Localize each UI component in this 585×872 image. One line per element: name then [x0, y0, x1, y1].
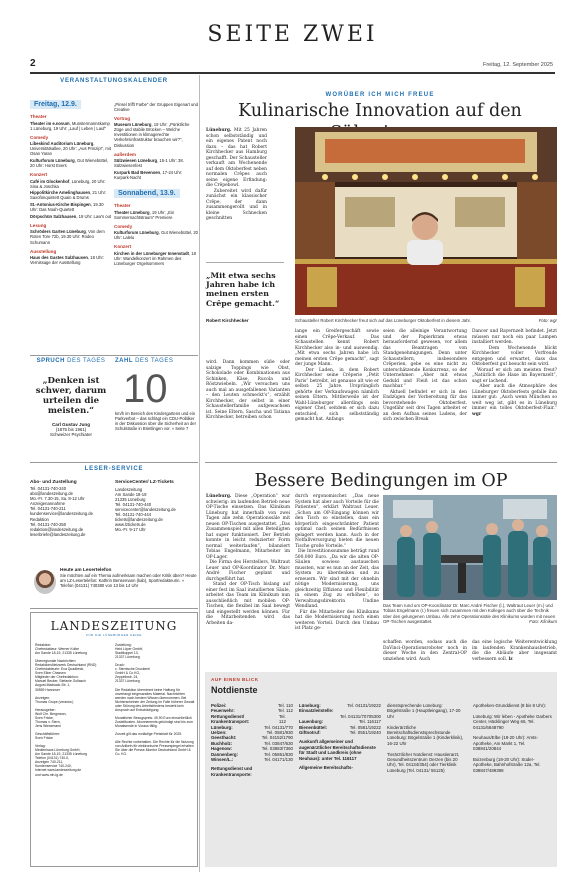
notdienst-title: Notdienste [211, 685, 258, 695]
notdienst-row: Buchholz: Tel. 03847/630 [211, 740, 293, 746]
sidebar-divider [199, 75, 200, 872]
story2-col-d: das eine logische Weiterentwicklung im laufenden Krankenhausbetrieb, die die Abläufe aber insgesamt verbessern soll. lz [472, 640, 557, 662]
story2-headline: Bessere Bedingungen im OP [254, 471, 508, 491]
notdienst-row: Giftnotruf: Tel. 0551/19240 [299, 730, 381, 736]
calendar-category: Theater [114, 203, 131, 209]
zahl-label: ZAHL [115, 358, 133, 364]
calendar-entry: Kurpark Bad Bevensen, 17-24 Uhr: Kurpark-Nacht [114, 169, 183, 180]
story1-quote-author: Robert Kirchhecker [206, 317, 249, 323]
notdienst-row: Tel. 04131/70705300 [339, 713, 381, 719]
leser-heading: LESER-SERVICE [84, 466, 144, 472]
page-number: 2 [30, 58, 36, 69]
crepe-stand-illustration [295, 127, 557, 315]
notdienst-row: Bienenbüttel: Tel. 0581/19222 [299, 724, 381, 730]
imprint-logo: LANDESZEITUNG [50, 619, 178, 633]
notdienst-kicker: AUF EINEN BLICK [211, 677, 259, 682]
spruch-author: Carl Gustav Jung [51, 422, 91, 427]
notdienst-row: Hagenow: Tel. 03883/7360 [211, 746, 293, 752]
story1-col-a: Lüneburg. Mit 25 Jahren schon selbstständig und ein eigenes Patent noch dazu – das hat Robert Kirchhecker aus Hamburg geschafft. Der Schausteller verkauft am Wochenende auf dem Oktoberfest neben normalen Crêpes auch seine eigene Erfindung: die Crêpebowl. Zubereitet wird dafür zunächst ein klassischer Crêpe, der dann zusammengerollt und in kleine Schnecken geschnitten [206, 128, 267, 221]
calendar-category: Vortrag [114, 115, 130, 121]
rule-leser [30, 462, 198, 463]
calendar-entry: Kirchen in der Lüneburger Innenstadt, 18 Uhr: Wandelkonzert im Rahmen des Lüneburger Orgelsommers [114, 250, 196, 267]
calendar-entry: Hippolitkirche Amelinghausen, 21 Uhr: Saxofonquintett Quain & Drums [30, 190, 107, 201]
notdienst-row: Lüneburg: Tel. 04131/19222 [299, 703, 381, 708]
calendar-entry: Sülzwiesen Lüneburg, 15-1 Uhr: 38. Sülzwiesenfest [114, 158, 184, 169]
story1-photo [295, 127, 557, 315]
story1-caption [295, 318, 557, 323]
story2-credit: Foto: Klinikum [529, 619, 557, 625]
rule-story2 [205, 462, 557, 463]
calendar-entry: „Pinsel trifft Farbe“ der Gruppen Eigenart und Creative [114, 101, 198, 112]
calendar-category: Comedy [30, 134, 49, 140]
rule-imprint [30, 608, 198, 609]
leser-left-text: Tel. 04131-740-240 abo@landeszeitung.de Mo.-Fr. 7.30-15, Sa. 8-12 Uhr Anzeigenannahme Tel. 04131-740-211 kundenservice@landeszeitung.de Redaktion Tel. 04131-740-250 redaktion@landeszeitung.de leserbriefe@landeszeitung.de [30, 486, 93, 537]
calendar-category: außerdem [114, 151, 136, 157]
story1-pull-quote: „Mit etwa sechs Jahren habe ich meinen ersten Crêpe gemacht.“ [206, 271, 280, 308]
notdienst-note: Allgemeine Bereitschafts- [299, 765, 353, 771]
leser-right-heading: ServiceCenter/ LZ-Tickets [115, 480, 174, 485]
lesertelefon-box [60, 568, 198, 588]
lesertelefon-avatar [34, 570, 56, 594]
story1-col-b: wird. Dann kommen süße oder salzige Toppings wie Obst, Schokolade oder Kombinationen aus Schinken, Käse, Rucola und Röstzwiebeln. „Wir versuchen uns auch mal an ausgefallenen Varianten – den Leuten schmeckt's“, erzählt Kirchhecker, der selbst in einer Schaustellerfamilie aufgewachsen ist. Seine Eltern, Sascha und Tatiana Kirchhecker, betreiben schon [206, 360, 290, 420]
leser-left [30, 480, 112, 537]
story1-credit: Foto: wgr [538, 318, 557, 323]
lesertelefon-heading: Heute am Lesertelefon [60, 568, 112, 573]
notdienst-col-4: Apotheken-Grunddienst (8 bis 8 Uhr): Lüneburg: Wir leben - Apotheke Garbers Center, Häcklinger Weg 66, Tel. 04131/6848790 Neuhaus/Elbe (18-20 Uhr): Amts-Apotheke, Am Markt 1, Tel. 038841/20844 Boizenburg (18-20 Uhr): Süder-Apotheke, Bahnhofstraße 12a, Tel. 038847/489398 [473, 703, 552, 773]
story1-col-e: Dancer und Bayernzelt befindet. Jetzt müssen nur noch ein paar Lampen installiert werden. Dem Wochenende blickt Kirchhecker voller Vorfreude entgegen und erwartet, dass das Oktoberfest gut besucht sein wird. Worauf er sich am meisten freut? „Natürlich die Haxe im Bayernzelt“, sagt er lachend. Aber auch die Atmosphäre des Lüneburger Oktoberfests gefalle ihm immer gut: „Auch wenn München so weit weg ist, gibt es in Lüneburg immer ein tolles Oktoberfest-Flair.“ wgr [472, 329, 557, 417]
imprint-box [30, 612, 198, 867]
notdienst-row: Geesthacht: Tel. 04152/1790 [211, 735, 293, 741]
calendar-category: Comedy [114, 223, 133, 229]
notdienst-note: Auskunft allgemeiner und augenärztlicher Bereitschaftsdienste für Stadt und Landkreis (ohne Neuhaus): unter Tel. 116117 [299, 739, 376, 761]
story1-caption-text: Schausteller Robert Kirchhecker freut sich auf das Lüneburger Oktoberfest in diesem Jahr. [295, 318, 471, 323]
zahl-number: 10 [123, 367, 168, 411]
story2-caption-text: Das Team rund um OP-Koordinator Dr. Marc André Fischer (l.), Waltraut Leuer (m.) und Tobias Engelmann (r.) freuen sich zusammen mit den Kollegen auch über die Technik über den gelungenen Umbau. Alle zehn Operationssäle des Klinikums wurden mit neuen OP-Tischen ausgestattet. [383, 603, 556, 625]
leser-right [115, 480, 198, 532]
spruch-label: SPRUCH [36, 358, 65, 364]
story2-col-a: Lüneburg. Diese „Operation“ war schwierig: im laufenden Betrieb neue OP-Tische einsetzen. Das Klinikum Lüneburg hat innerhalb von zwei Tagen alle zehn Operationssäle mit neuen OP-Tischen ausgestattet. „Das Zusammenspiel mit allen Beteiligten hat super funktioniert. Der Betrieb konnte in leicht reduzierter Form normal weiterlaufen“, bilanziert Tobias Engelmann, Mitarbeiter im OP-Lager. Die Firma des Herstellers, Waltraut Leuer und OP-Koordinator Dr. Marc André Fischer geplant und durchgeführt hat. Stand der OP-Tisch bislang auf einer fest im Saal installierten Säule, arbeitet das Team im Klinikum nun ausschließlich mit mobilen OP-Tischen, die flexibel im Saal bewegt und eingestellt werden können. Für die Mitarbeitenden wird das Arbeiten da- [206, 494, 290, 626]
notdienst-row: Rettungsdienst/ Krankentransport: Tel. 112 [211, 713, 286, 725]
notdienst-row: Feuerwehr: Tel. 112 [211, 708, 293, 714]
calendar-entry: Dörpschün Salzhausen, 19 Uhr: Law's out [30, 213, 112, 219]
notdienst-box [205, 672, 557, 867]
story1-col-c: lange ein Greifergeschäft sowie einen Crêpe-Verkauf. Das Schaustellen kennt Robert Kirchhecker also in- und auswendig. „Mit etwa sechs Jahren habe ich meinen ersten Crêpe gemacht“, sagt der junge Mann. Der Laden, in dem Robert Kirchhecker seine Crêperie „Petit Paris“ betreibt, ist genauso alt wie er selbst: 25 Jahre. Ursprünglich gehörte der Verkaufswagen nämlich seinen Eltern. Mittlerweile ist der Wahl-Lüneburger allerdings sein eigener Chef, seitdem er sich dazu entschied, sich selbstständig gemacht hat. Anfangs [295, 329, 379, 422]
story1-headline: Kulinarische Innovation auf den [238, 101, 522, 121]
calendar-heading: VERANSTALTUNGSKALENDER [60, 78, 168, 84]
spruch-box [30, 358, 112, 437]
spruch-years: (1875 bis 1961) [55, 427, 87, 432]
operating-room-illustration [383, 495, 557, 600]
notdienst-note: Rettungsdienst und Krankentransporte: [211, 766, 253, 777]
leser-right-text: Landeszeitung Am Sande 18-19 21335 Lüneburg Tel. 04131-740-440 servicecenter@landeszeitung.de Tel. 04131-740-444 tickets@landeszeitung.de www.lztickets.de Mo.-Fr. 9-17 Uhr [115, 486, 176, 533]
notdienst-row: Lauenburg: Tel. 116117 [299, 719, 381, 725]
story2-photo [383, 495, 557, 600]
calendar-category: Konzert [30, 172, 48, 178]
calendar-entry: Museum Lüneburg, 19 Uhr: „Pünktliche Züge und stabile Brücken – Welche Investitionen in klimagerechte Verkehrsinfrastruktur brauchen wir?“, Diskussion [114, 122, 190, 148]
leser-left-heading: Abo- und Zustellung [30, 480, 77, 485]
calendar-entry: Theater im e.novum, Munstermannskamp 1 Lüneburg, 19 Uhr: „Lauf | Leben | Lauf“ [30, 120, 110, 131]
calendar-entry: Schröders Garten Lüneburg, Von dem Roten Tore 72b, 19.30 Uhr: Rodeo Schumann [30, 229, 105, 245]
page-title: SEITE ZWEI [207, 22, 378, 47]
calendar-day-friday: Freitag, 12.9. [30, 100, 81, 109]
zahl-box [115, 358, 198, 431]
issue-date: Freitag, 12. September 2025 [482, 62, 553, 68]
calendar-category: Theater [30, 114, 47, 119]
calendar-entry: Libeskind Auditorium Lüneburg, Universitätsallee, 20 Uhr: „Aus Prinzip!“, mit Osan Yaran [30, 141, 111, 157]
spruch-role: Schweizer Psychiater [50, 432, 92, 437]
imprint-col-2: Zustellung: Heid Löper GmbH, Stadtkoppel 13, 21337 Lüneburg Druck: c. Sternische Druckerei GmbH & Co KG, Zeppelinstr. 24, 21337 Lüneburg Die Redaktion übernimmt keine Haftung für unverlangt eingesandtes Material. Nachrichten werden nach bestem Wissen übernommen. Bei Nichterscheinen der Zeitung im Falle höherer Gewalt oder Störung des Arbeitsfriedens besteht kein Anspruch auf Entschädigung. Monatlicher Bezugspreis: 49,90 Euro einschließlich Zustellkosten. Abonnements gekündigt sind bis zum Monatsende in Voraus fällig. Zurzeit gilt das vorläufige Preisblatt für 2025. Alle Rechte vorbehalten. Die Rechte für die Nutzung von Artikeln für elektronische Pressespiegel erhalten Sie über die Presse-Monitor Deutschland GmbH & Co. KG. [115, 643, 195, 757]
notdienst-row: Lüneburg: Tel. 04131/770 [211, 724, 293, 730]
notdienst-row: Einsatzleitstelle: [299, 708, 334, 714]
story2-col-c: schaffen worden, sodass auch die DaVinci-Operationsroboter noch in dieser Woche in den Zentral-OP umziehen wird. Auch [383, 640, 467, 662]
notdienst-row: Dannenberg: Tel. 05861/830 [211, 751, 293, 757]
story2-caption [383, 603, 557, 625]
zahl-text: km/h im Bereich des Kindergartens und ein Parkverbot – das schlägt ein CDU-Politiker in der Diskussion über die Sicherheit an der Schulstraße in Brietlingen vor. » Seite 7 [115, 411, 197, 432]
calendar-category: Lesung [30, 222, 47, 228]
notdienst-row: Winsen/L.: Tel. 04171/130 [211, 757, 293, 763]
calendar-entry: Kulturforum Lüneburg, Gut Wienebüttel, 20 Uhr: Lalelu [114, 230, 199, 241]
notdienst-col-3: dienstsprechende Lüneburg: Bögelstraße 1 (Hauptleingang), 17-20 Uhr Kinderärztliche Bereitschaftsdienstsprechstunde Lüneburg: Bögelstraße 1 (Kinderklinik), 16-22 Uhr Tierärztlicher Notdienst: Haustierarzt, Gesundheitszentrum Oerzen (bis 20 Uhr), Tel. 04134/354) oder Tierklinik Lüneburg (Tel. 04131/ 55125) [387, 703, 464, 773]
imprint-col-1: Redaktion: Chefredakteur: Werner Kolbe Am Sande 18-19, 21335 Lüneburg Überregionale Nachrichten: RedaktionsNetzwerk Deutschland (RND) Chefredakteurin: Eva Quadbeck, Sven Elker Chassen Mitglieder der Chefredaktion: Manuel Becker, Stefanie Gollasch August-Madsack-Str. 1, 30559 Hannover Anzeigen: Thomas Grupe (verantw.) Herausgeber: Wolf Chr. Bergmann, Sven Fricke, Thomas v. Stern, Jens Wiesemann Geschäftsführer: Sven Fricke Verlag: Medienhaus Lüneburg GmbH, Am Sande 18-19, 21335 Lüneburg Telefon (04131) 740-0, Anzeigen 740-211, Kundenservice 740-240, Internet www.landeszeitung.de und www.mh-lg.de [35, 643, 97, 777]
masthead-rule [30, 72, 555, 74]
zahl-suffix: DES TAGES [135, 358, 174, 364]
calendar-entry: Kulturforum Lüneburg, Gut Wienebüttel, 20 Uhr: Horst Evers [30, 157, 109, 169]
spruch-suffix: DES TAGES [67, 358, 106, 364]
story1-col-d: seien die alleinige Verantwortung und der Papierkram etwas herausfordernd gewesen, vor allem das Beantragen von Standgenehmigungen. Denn unter Schaustellern, insbesondere Crêperien, gebe es eine nicht zu unterschätzende Konkurrenz, so der Unternehmer: „Aber mit etwas Geduld und Fleiß ist das schon machbar.“ Aktuell befindet er sich in den Endzügen der Vorbereitung für das bevorstehende Oktoberfest. Ungefähr seit drei Tagen arbeitet er an dem Aufbau seines Ladens, der sich zwischen Break [383, 329, 467, 422]
story1-quote-box [206, 262, 290, 323]
imprint-sub: FÜR DIE LÜNEBURGER HEIDE [86, 633, 142, 637]
spruch-quote: „Denken ist schwer, darum urteilen die meisten.“ [35, 376, 107, 416]
story2-col-b: durch ergonomischer. „Das neue System hat aber auch Vorteile für die Patienten“, erklärt Waltraut Leuer. „Schon am OP-Eingang können wir den Tisch so einstellen, dass ein körperlich eingeschränkter Patient optimal nach seinen Bedürfnissen gelagert werden kann. Auch in der Notfallversorgung bieten die neuen Tische große Vorteile.“ Die Investitionssumme beträgt rund 500.000 Euro. „Da wir die alten OP-Säulen sowieso austauschen mussten, war es nun an der Zeit, das System zu überdenken und zu erneuern. Wir sind mit der ohnehin nötige Modernisierung, uns gleichzeitig Effizienz und Flexibilität in einem Zug zu erhöhen“, so Verwaltungsdirektorin Undine Wendland. Für die Mitarbeiter des Klinikums hat die Modernisierung noch einen weiteren Vorteil. Durch den Umbau ist Platz ge- [295, 494, 379, 631]
notdienst-col-2 [299, 703, 381, 770]
calendar-category: Konzert [114, 244, 132, 250]
calendar-day-saturday: Sonnabend, 13.9. [114, 189, 180, 198]
calendar-entry: Haus des Gastes Salzhausen, 18 Uhr: Vernissage der Ausstellung [30, 255, 105, 266]
notdienst-row: Polizei: Tel. 110 [211, 703, 293, 708]
calendar-entry: Theater Lüneburg, 19 Uhr: „Ein Sommernachtstraum“ Premiere [114, 209, 175, 220]
calendar-entry: Café im Glockenhof, Lüneburg, 20 Uhr: Sina & Joschka [30, 178, 106, 189]
notdienst-row: Uelzen: Tel. 0581/930 [211, 730, 293, 736]
calendar-col-1 [30, 91, 112, 265]
notdienst-col-1 [211, 703, 293, 777]
story1-kicker: WORÜBER ICH MICH FREUE [325, 92, 435, 98]
lesertelefon-text: Sie möchten auf ein Thema aufmerksam machen oder Kritik üben? Heute am LZ-Lesertelefon: Kathrin Bensemann (kab), Sportredakteurin. » Telefon (04131) 740380 von 13 bis 14 Uhr [60, 573, 197, 589]
rule-spruch [30, 355, 198, 356]
calendar-entry: St.-Antonius-Kirche Bispingen, 19.30 Uhr: Das Noah-Quartett [30, 202, 104, 213]
calendar-category: Ausstellung [30, 248, 57, 254]
calendar-col-2 [114, 100, 198, 266]
